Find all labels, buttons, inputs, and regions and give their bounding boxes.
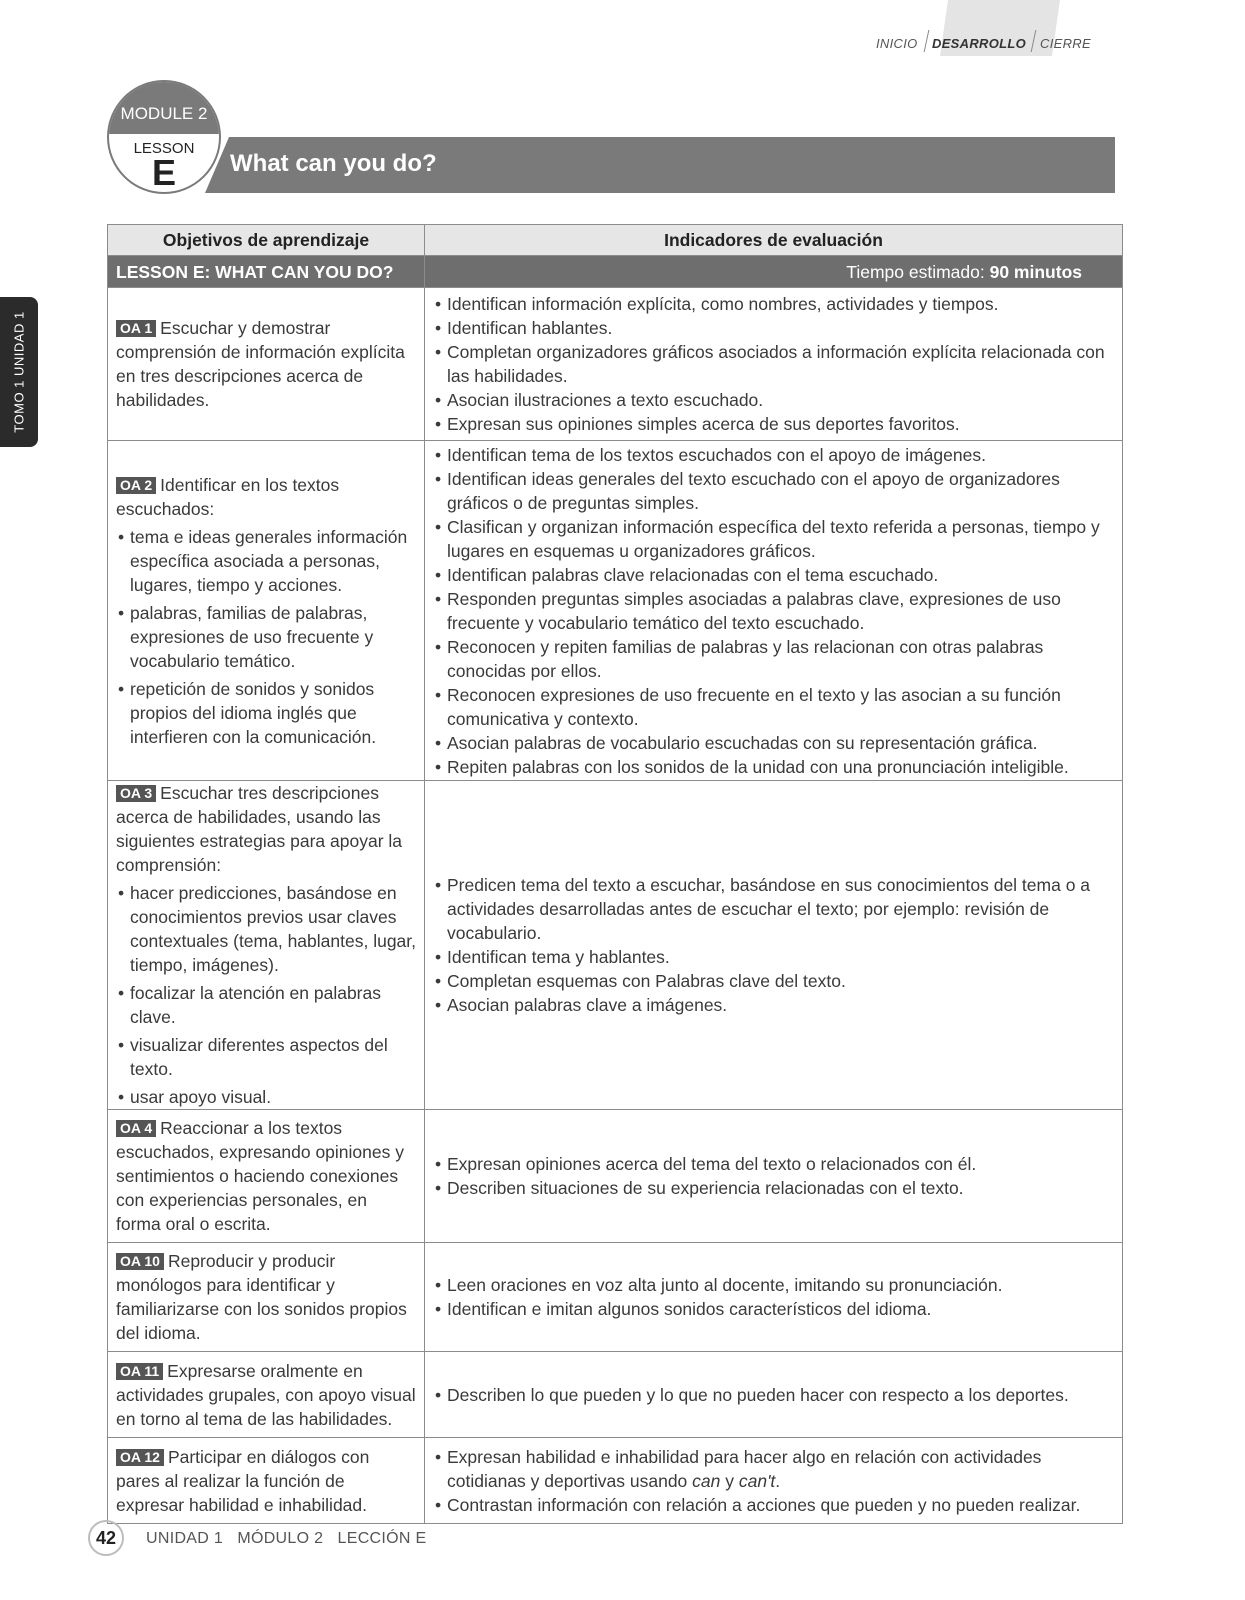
- objective-text: Reaccionar a los textos escuchados, expresando opiniones y sentimientos o haciendo conexiones con experiencias personales, en forma oral o escrita.: [116, 1118, 404, 1234]
- indicator-item: • Identifican palabras clave relacionadas con el tema escuchado.: [433, 563, 1114, 587]
- indicator-item: • Identifican información explícita, como nombres, actividades y tiempos.: [433, 292, 1114, 316]
- indicator-item: • Expresan habilidad e inhabilidad para hacer algo en relación con actividades cotidianas y deportivas usando can y can't.: [433, 1445, 1114, 1493]
- table-row: [108, 1352, 1123, 1438]
- oa-badge: OA 4: [116, 1120, 156, 1137]
- indicator-item: • Responden preguntas simples asociadas a palabras clave, expresiones de uso frecuente y vocabulario temático del texto escuchado.: [433, 587, 1114, 635]
- lesson-label: LESSON: [133, 140, 195, 157]
- objective-cell: [108, 1110, 425, 1243]
- oa-badge: OA 12: [116, 1449, 164, 1466]
- objective-cell: [108, 1243, 425, 1352]
- indicators-cell: [425, 1110, 1123, 1243]
- objective-cell: [108, 781, 425, 1110]
- lesson-letter: E: [151, 152, 176, 193]
- module-lesson-badge: [107, 80, 221, 194]
- objective-subitem: • hacer predicciones, basándose en conocimientos previos usar claves contextuales (tema, hablantes, lugar, tiempo, imágenes).: [116, 881, 416, 977]
- indicators-cell: [425, 1352, 1123, 1438]
- table-row: [108, 288, 1123, 441]
- indicator-item: • Repiten palabras con los sonidos de la unidad con una pronunciación inteligible.: [433, 755, 1114, 779]
- objective-subitem: • focalizar la atención en palabras clave.: [116, 981, 416, 1029]
- indicator-item: • Identifican tema de los textos escuchados con el apoyo de imágenes.: [433, 443, 1114, 467]
- indicators-cell: [425, 781, 1123, 1110]
- indicator-item: • Contrastan información con relación a acciones que pueden y no pueden realizar.: [433, 1493, 1114, 1517]
- indicator-item: • Expresan sus opiniones simples acerca de sus deportes favoritos.: [433, 412, 1114, 436]
- objective-subitem: • palabras, familias de palabras, expresiones de uso frecuente y vocabulario temático.: [116, 601, 416, 673]
- section-nav: [0, 0, 1245, 60]
- objective-text: Participar en diálogos con pares al realizar la función de expresar habilidad e inhabilidad.: [116, 1446, 370, 1515]
- nav-inicio: INICIO: [876, 36, 918, 51]
- indicator-item: • Identifican ideas generales del texto escuchado con el apoyo de organizadores gráficos o de preguntas simples.: [433, 467, 1114, 515]
- objective-text: Identificar en los textos escuchados:: [116, 474, 340, 519]
- indicator-item: • Reconocen expresiones de uso frecuente en el texto y las asocian a su función comunicativa y contexto.: [433, 683, 1114, 731]
- indicator-item: • Reconocen y repiten familias de palabras y las relacionan con otras palabras conocidas por ellos.: [433, 635, 1114, 683]
- objective-subitem: • visualizar diferentes aspectos del texto.: [116, 1033, 416, 1081]
- estimated-time-value: 90 minutos: [989, 261, 1082, 282]
- indicator-item: • Describen lo que pueden y lo que no pueden hacer con respecto a los deportes.: [433, 1383, 1114, 1407]
- indicator-item: • Asocian ilustraciones a texto escuchado.: [433, 388, 1114, 412]
- objective-subitem: • usar apoyo visual.: [116, 1085, 416, 1109]
- indicator-item: • Clasifican y organizan información específica del texto referida a personas, tiempo y lugares en esquemas u organizadores gráficos.: [433, 515, 1114, 563]
- objective-subitem: • repetición de sonidos y sonidos propios del idioma inglés que interfieren con la comunicación.: [116, 677, 416, 749]
- objective-text: Reproducir y producir monólogos para identificar y familiarizarse con los sonidos propios del idioma.: [116, 1251, 407, 1343]
- module-label: MODULE 2: [120, 104, 208, 123]
- column-header: Objetivos de aprendizaje: [108, 225, 425, 256]
- oa-badge: OA 11: [116, 1363, 163, 1380]
- indicator-item: • Leen oraciones en voz alta junto al docente, imitando su pronunciación.: [433, 1273, 1114, 1297]
- indicator-item: • Asocian palabras clave a imágenes.: [433, 993, 1114, 1017]
- objective-text: Escuchar y demostrar comprensión de información explícita en tres descripciones acerca de habilidades.: [116, 318, 405, 410]
- lesson-row: [108, 256, 1123, 288]
- objective-text: Expresarse oralmente en actividades grupales, con apoyo visual en torno al tema de las habilidades.: [116, 1360, 416, 1429]
- oa-badge: OA 10: [116, 1253, 164, 1270]
- indicator-item: • Expresan opiniones acerca del tema del texto o relacionados con él.: [433, 1152, 1114, 1176]
- nav-cierre: CIERRE: [1040, 36, 1091, 51]
- table-header-row: [108, 225, 1123, 256]
- indicator-item: • Describen situaciones de su experiencia relacionadas con el texto.: [433, 1176, 1114, 1200]
- lesson-row-label: LESSON E: WHAT CAN YOU DO?: [108, 256, 425, 288]
- table-row: [108, 1110, 1123, 1243]
- nav-divider: [924, 30, 930, 52]
- nav-desarrollo: DESARROLLO: [932, 36, 1026, 51]
- table-row: [108, 781, 1123, 1110]
- indicators-cell: [425, 1438, 1123, 1524]
- indicator-item: • Asocian palabras de vocabulario escuchadas con su representación gráfica.: [433, 731, 1114, 755]
- table-row: [108, 1243, 1123, 1352]
- indicator-item: • Predicen tema del texto a escuchar, basándose en sus conocimientos del tema o a actividades desarrolladas antes de escuchar el texto; por ejemplo: revisión de vocabulario.: [433, 873, 1114, 945]
- indicators-cell: [425, 288, 1123, 441]
- objective-text: Escuchar tres descripciones acerca de habilidades, usando las siguientes estrategias para apoyar la comprensión:: [116, 783, 403, 875]
- estimated-time: Tiempo estimado: 90 minutos: [425, 256, 1123, 288]
- oa-badge: OA 1: [116, 320, 156, 337]
- oa-badge: OA 3: [116, 785, 156, 802]
- unit-side-tab-label: TOMO 1 UNIDAD 1: [11, 311, 27, 433]
- indicator-item: • Identifican hablantes.: [433, 316, 1114, 340]
- indicator-item: • Completan organizadores gráficos asociados a información explícita relacionada con las habilidades.: [433, 340, 1114, 388]
- page-number: 42: [88, 1520, 124, 1556]
- table-row: [108, 1438, 1123, 1524]
- objectives-table: [107, 224, 1123, 1524]
- table-row: [108, 441, 1123, 781]
- lesson-title: What can you do?: [230, 150, 437, 177]
- objective-cell: [108, 441, 425, 781]
- indicators-cell: [425, 1243, 1123, 1352]
- indicator-item: • Completan esquemas con Palabras clave del texto.: [433, 969, 1114, 993]
- objective-subitem: • tema e ideas generales información específica asociada a personas, lugares, tiempo y acciones.: [116, 525, 416, 597]
- objective-cell: [108, 1352, 425, 1438]
- oa-badge: OA 2: [116, 477, 156, 494]
- column-header: Indicadores de evaluación: [425, 225, 1123, 256]
- indicator-item: • Identifican e imitan algunos sonidos característicos del idioma.: [433, 1297, 1114, 1321]
- objective-cell: [108, 1438, 425, 1524]
- indicator-item: • Identifican tema y hablantes.: [433, 945, 1114, 969]
- indicators-cell: [425, 441, 1123, 781]
- footer-breadcrumb: UNIDAD 1 MÓDULO 2 LECCIÓN E: [146, 1530, 427, 1547]
- objective-cell: [108, 288, 425, 441]
